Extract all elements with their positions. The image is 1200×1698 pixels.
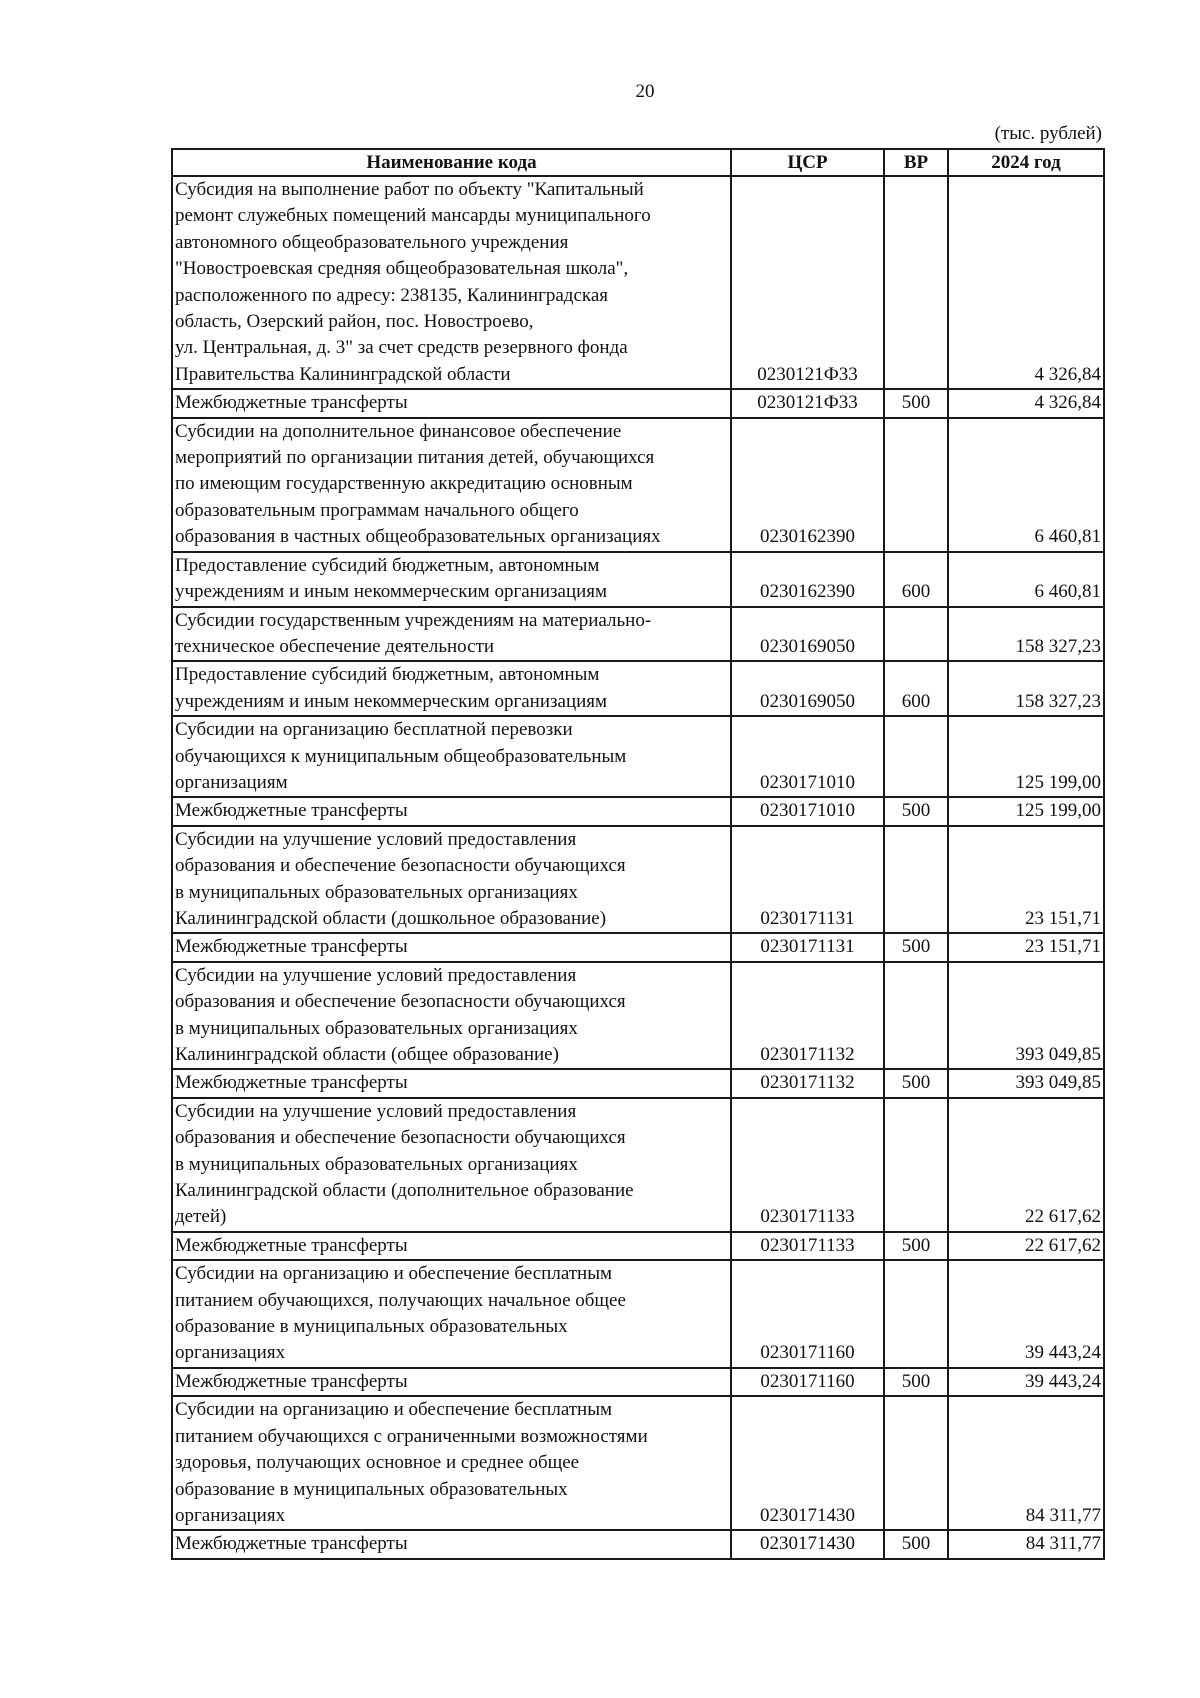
cell-amount: 84 311,77 (948, 1396, 1104, 1530)
cell-amount: 6 460,81 (948, 552, 1104, 607)
table-row (172, 1069, 1104, 1097)
cell-name (172, 1530, 731, 1558)
cell-csr: 0230171131 (731, 826, 884, 934)
table-row (172, 797, 1104, 825)
page-number: 20 (635, 81, 655, 102)
row-name-text: Межбюджетные трансферты (175, 1234, 408, 1256)
cell-name (172, 607, 731, 662)
cell-amount: 39 443,24 (948, 1260, 1104, 1368)
table-row (172, 1530, 1104, 1558)
table-body (172, 176, 1104, 1559)
cell-name (172, 933, 731, 961)
cell-amount: 84 311,77 (948, 1530, 1104, 1558)
cell-vr: 500 (884, 389, 948, 417)
table-row (172, 1232, 1104, 1260)
cell-csr: 0230121Ф33 (731, 176, 884, 389)
row-name-text: Межбюджетные трансферты (175, 1072, 408, 1094)
cell-vr (884, 418, 948, 552)
units-note: (тыс. рублей) (994, 123, 1102, 144)
cell-csr: 0230171132 (731, 1069, 884, 1097)
row-name-text: Межбюджетные трансферты (175, 800, 408, 822)
cell-name (172, 1260, 731, 1368)
cell-name (172, 1368, 731, 1396)
cell-amount: 125 199,00 (948, 716, 1104, 797)
cell-vr (884, 1396, 948, 1530)
table-row (172, 552, 1104, 607)
cell-vr (884, 1260, 948, 1368)
cell-amount: 23 151,71 (948, 933, 1104, 961)
table-header (172, 149, 1104, 176)
cell-csr: 0230171010 (731, 797, 884, 825)
row-name-text: Субсидии на улучшение условий предоставления образования и обеспечение безопасности обучающихся в муниципальных образовательных организациях Калининградской области (дошкольное образование) (175, 828, 626, 929)
cell-amount: 22 617,62 (948, 1098, 1104, 1232)
table-row (172, 607, 1104, 662)
row-name-text: Межбюджетные трансферты (175, 936, 408, 958)
cell-name (172, 552, 731, 607)
row-name-text: Межбюджетные трансферты (175, 1370, 408, 1392)
cell-vr (884, 716, 948, 797)
cell-amount: 22 617,62 (948, 1232, 1104, 1260)
cell-name (172, 826, 731, 934)
cell-amount: 23 151,71 (948, 826, 1104, 934)
cell-csr: 0230162390 (731, 418, 884, 552)
cell-vr: 600 (884, 552, 948, 607)
row-name-text: Предоставление субсидий бюджетным, автономным учреждениям и иным некоммерческим организациям (175, 664, 608, 712)
cell-vr (884, 962, 948, 1070)
row-name-text: Субсидии на улучшение условий предоставления образования и обеспечение безопасности обучающихся в муниципальных образовательных организациях Калининградской области (дополнительное образование детей) (175, 1100, 634, 1228)
cell-name (172, 1069, 731, 1097)
cell-vr: 500 (884, 1368, 948, 1396)
cell-csr: 0230162390 (731, 552, 884, 607)
cell-csr: 0230169050 (731, 607, 884, 662)
cell-vr (884, 826, 948, 934)
cell-csr: 0230171160 (731, 1260, 884, 1368)
cell-vr: 500 (884, 1069, 948, 1097)
cell-name (172, 1396, 731, 1530)
row-name-text: Предоставление субсидий бюджетным, автономным учреждениям и иным некоммерческим организациям (175, 554, 608, 603)
table-row (172, 1396, 1104, 1530)
table-row (172, 933, 1104, 961)
header-row (172, 149, 1104, 176)
cell-csr: 0230171133 (731, 1098, 884, 1232)
cell-vr: 500 (884, 797, 948, 825)
cell-csr: 0230171010 (731, 716, 884, 797)
row-name-text: Межбюджетные трансферты (175, 1533, 408, 1555)
cell-name (172, 389, 731, 417)
cell-vr: 500 (884, 933, 948, 961)
cell-name (172, 661, 731, 716)
cell-name (172, 962, 731, 1070)
cell-csr: 0230171131 (731, 933, 884, 961)
table-row (172, 661, 1104, 716)
table-row (172, 1260, 1104, 1368)
row-name-text: Субсидии на дополнительное финансовое обеспечение мероприятий по организации питания детей, обучающихся по имеющим государственную аккредитацию основным образовательным программам начального общего образования в частных общеобразовательных организациях (175, 420, 661, 548)
cell-amount: 4 326,84 (948, 389, 1104, 417)
row-name-text: Субсидии на улучшение условий предоставления образования и обеспечение безопасности обучающихся в муниципальных образовательных организациях Калининградской области (общее образование) (175, 964, 626, 1065)
cell-vr: 500 (884, 1530, 948, 1558)
cell-csr: 0230171430 (731, 1530, 884, 1558)
table-row (172, 962, 1104, 1070)
row-name-text: Субсидии на организацию бесплатной перевозки обучающихся к муниципальным общеобразовательным организациям (175, 719, 627, 793)
cell-csr: 0230121Ф33 (731, 389, 884, 417)
row-name-text: Межбюджетные трансферты (175, 392, 408, 414)
table-row (172, 418, 1104, 552)
row-name-text: Субсидии государственным учреждениям на материально- техническое обеспечение деятельности (175, 609, 652, 657)
cell-amount: 158 327,23 (948, 661, 1104, 716)
row-name-text: Субсидии на организацию и обеспечение бесплатным питанием обучающихся, получающих начальное общее образование в муниципальных образовательных организациях (175, 1263, 626, 1364)
cell-vr: 500 (884, 1232, 948, 1260)
table-row (172, 1368, 1104, 1396)
cell-name (172, 797, 731, 825)
table-row (172, 1098, 1104, 1232)
cell-csr: 0230171133 (731, 1232, 884, 1260)
row-name-text: Субсидия на выполнение работ по объекту "Капитальный ремонт служебных помещений мансарды муниципального автономного общеобразовательного учреждения "Новостроевская средняя общеобразовательная школа", расположенного по адресу: 238135, Калининградская область, Озерский район, пос. Новостроево, ул. Центральная, д. 3" за счет средств резервного фонда Правительства Калининградской области (175, 179, 651, 385)
cell-amount: 393 049,85 (948, 1069, 1104, 1097)
cell-vr: 600 (884, 661, 948, 716)
cell-name (172, 418, 731, 552)
cell-csr: 0230171132 (731, 962, 884, 1070)
cell-amount: 393 049,85 (948, 962, 1104, 1070)
header-year: 2024 год (948, 149, 1104, 176)
cell-name (172, 1098, 731, 1232)
cell-csr: 0230169050 (731, 661, 884, 716)
cell-csr: 0230171160 (731, 1368, 884, 1396)
cell-amount: 39 443,24 (948, 1368, 1104, 1396)
cell-amount: 4 326,84 (948, 176, 1104, 389)
header-name: Наименование кода (172, 149, 731, 176)
table-row (172, 716, 1104, 797)
table-row (172, 176, 1104, 389)
cell-vr (884, 607, 948, 662)
cell-name (172, 1232, 731, 1260)
table-row (172, 389, 1104, 417)
header-vr: ВР (884, 149, 948, 176)
cell-name (172, 716, 731, 797)
cell-csr: 0230171430 (731, 1396, 884, 1530)
header-csr: ЦСР (731, 149, 884, 176)
cell-name (172, 176, 731, 389)
cell-amount: 6 460,81 (948, 418, 1104, 552)
cell-amount: 125 199,00 (948, 797, 1104, 825)
budget-table (171, 148, 1105, 1560)
row-name-text: Субсидии на организацию и обеспечение бесплатным питанием обучающихся с ограниченными возможностями здоровья, получающих основное и среднее общее образование в муниципальных образовательных организациях (175, 1399, 648, 1526)
cell-amount: 158 327,23 (948, 607, 1104, 662)
cell-vr (884, 1098, 948, 1232)
cell-vr (884, 176, 948, 389)
table-row (172, 826, 1104, 934)
